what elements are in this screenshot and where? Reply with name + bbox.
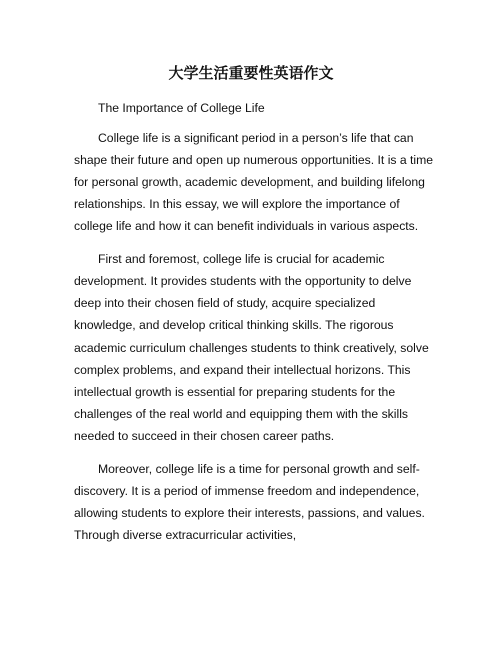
document-title: 大学生活重要性英语作文: [168, 64, 334, 82]
paragraph-personal-growth: Moreover, college life is a time for personal growth and self-discovery. It is a period of immense freedom and independence, allowing students to explore their interests, passions, and values. Through diverse extracurricular activities,: [74, 461, 425, 543]
document-body: [74, 97, 436, 557]
paragraph-intro: College life is a significant period in a person’s life that can shape their future and open up numerous opportunities. It is a time for personal growth, academic development, and building lifelong relationships. In this essay, we will explore the importance of college life and how it can benefit individuals in various aspects.: [74, 130, 434, 234]
paragraph-academic: First and foremost, college life is crucial for academic development. It provides students with the opportunity to delve deep into their chosen field of study, acquire specialized knowledge, and develop critical thinking skills. The rigorous academic curriculum challenges students to think creatively, solve complex problems, and expand their intellectual horizons. This intellectual growth is essential for preparing students for the challenges of the real world and equipping them with the skills needed to succeed in their chosen career paths.: [74, 252, 429, 443]
essay-subtitle: The Importance of College Life: [98, 101, 265, 115]
